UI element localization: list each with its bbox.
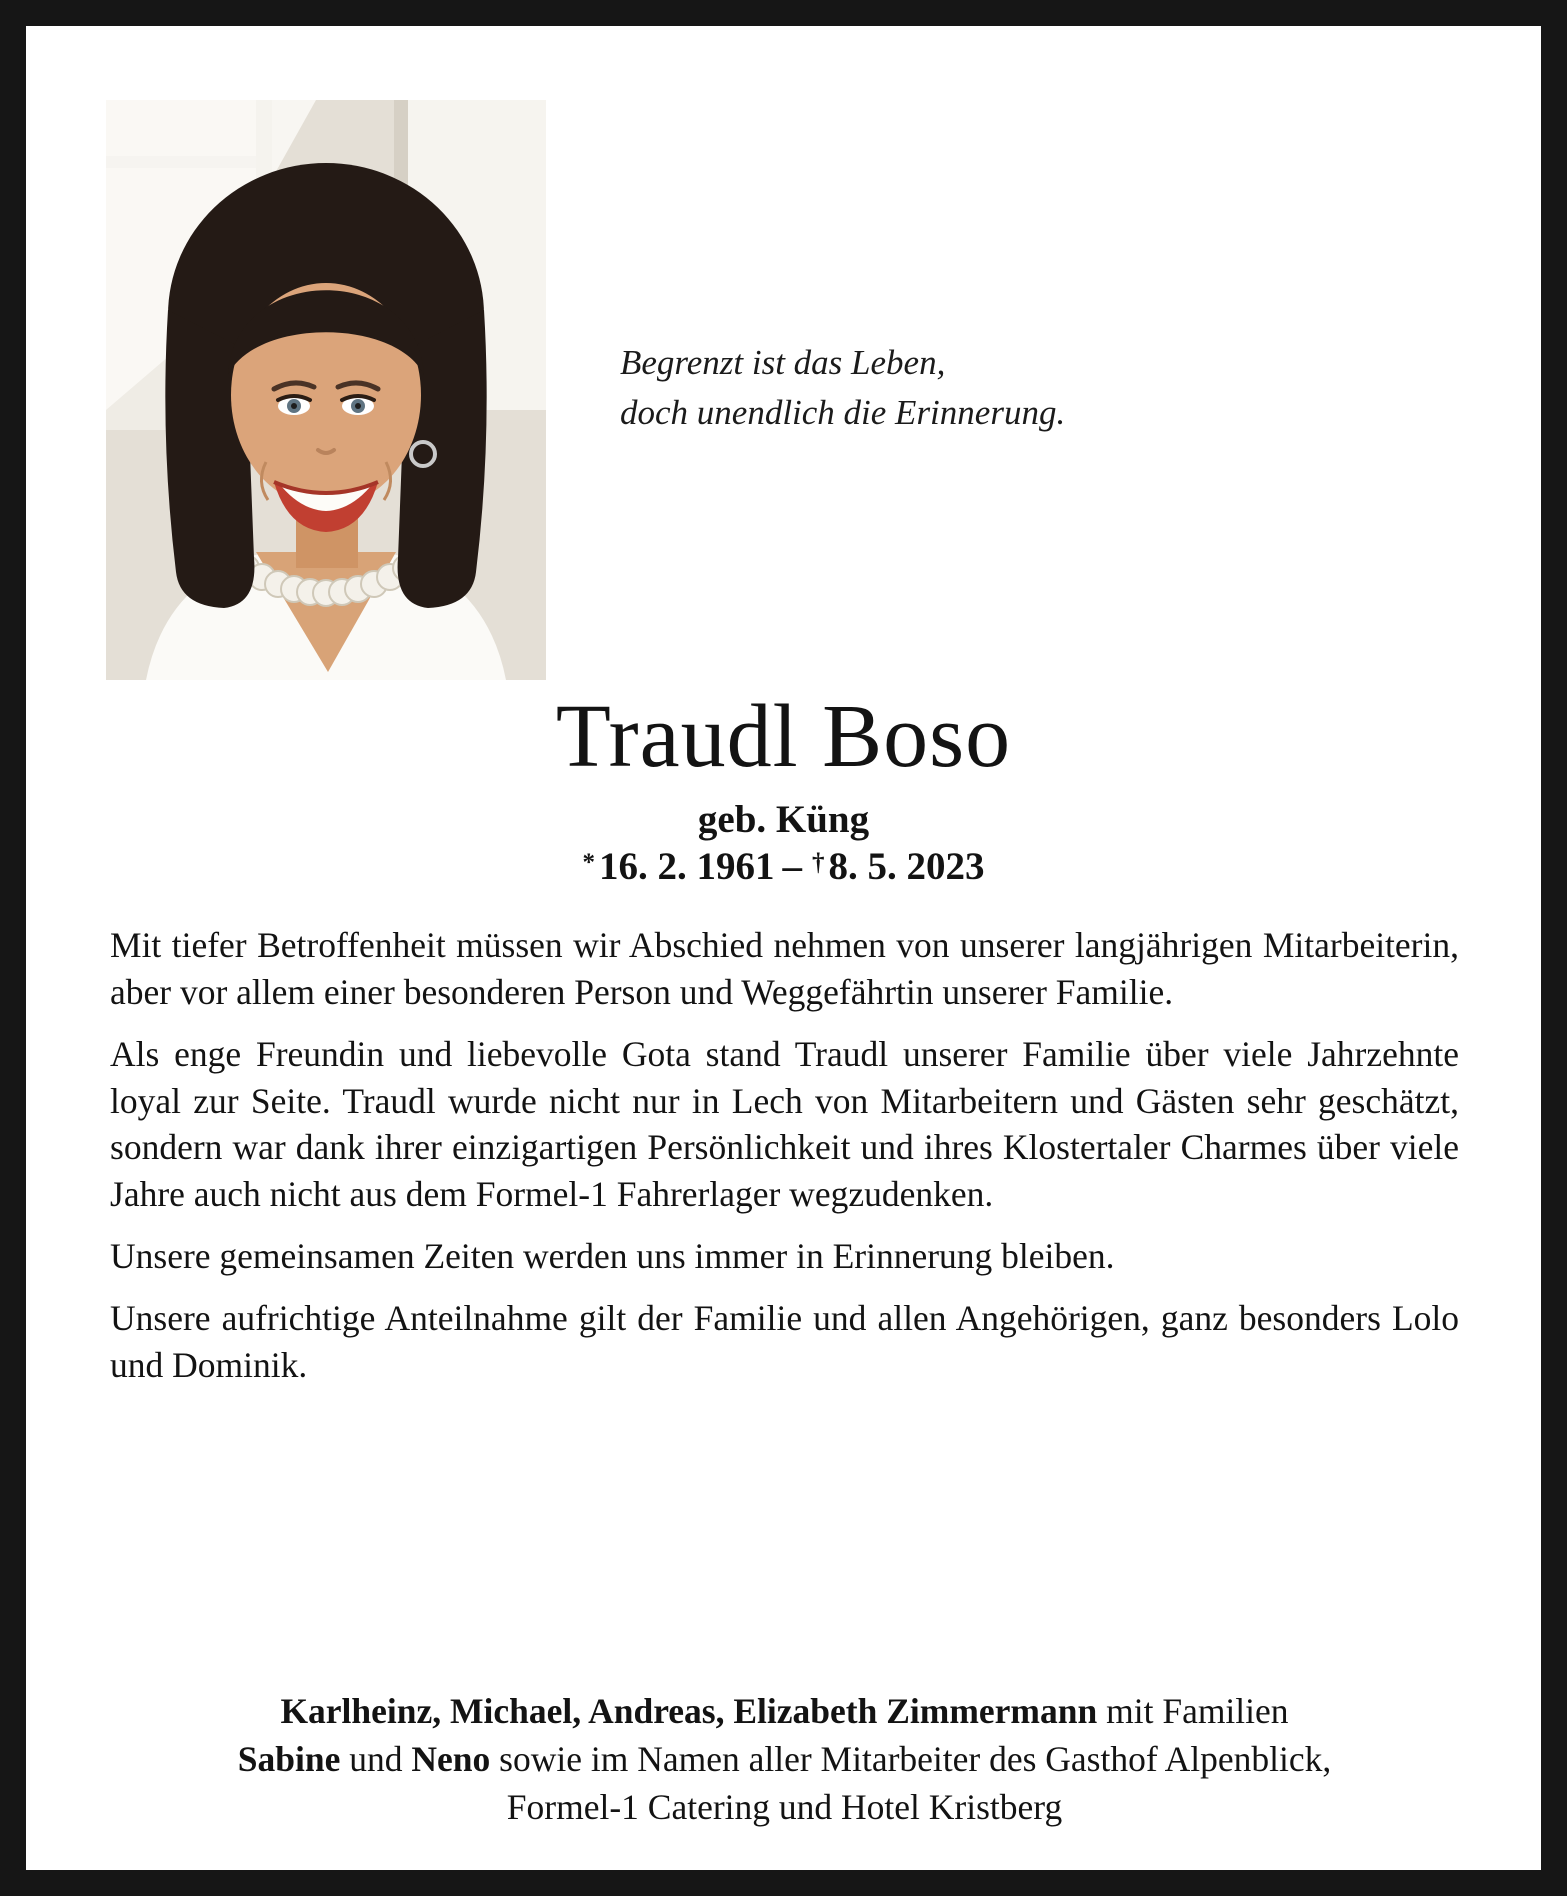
mourners-names: Sabine — [237, 1738, 341, 1779]
death-symbol: † — [812, 848, 825, 876]
obituary-paragraph: Mit tiefer Betroffenheit müssen wir Abschied nehmen von unserer langjährigen Mitarbeiterin, aber vor allem einer besonderen Person und Weggefährtin unserer Familie. — [110, 925, 1459, 1012]
memorial-quote-line: Begrenzt ist das Leben, — [620, 343, 946, 382]
mourners-line: Formel-1 Catering und Hotel Kristberg — [506, 1786, 1063, 1827]
portrait-photo — [106, 100, 546, 680]
obituary-paragraph: Als enge Freundin und liebevolle Gota stand Traudl unserer Familie über viele Jahrzehnte loyal zur Seite. Traudl wurde nicht nur in Lech von Mitarbeitern und Gästen sehr geschätzt, sondern war dank ihrer einzigartigen Persönlichkeit und ihres Klostertaler Charmes über viele Jahre auch nicht aus dem Formel-1 Fahrerlager wegzudenken. — [110, 1033, 1459, 1215]
deceased-header — [26, 687, 1541, 889]
date-separator: – — [782, 844, 802, 888]
mourners-text: und — [340, 1738, 412, 1779]
birth-symbol: * — [582, 848, 595, 876]
obituary-text — [110, 922, 1459, 1404]
mourners-block — [110, 1688, 1459, 1832]
mourners-names: Neno — [411, 1738, 491, 1779]
obituary-paragraph: Unsere aufrichtige Anteilnahme gilt der Familie und allen Angehörigen, ganz besonders Lolo und Dominik. — [110, 1298, 1459, 1385]
mourners-line — [110, 1688, 1459, 1736]
memorial-quote-line: doch unendlich die Erinnerung. — [620, 392, 1066, 432]
death-date: 8. 5. 2023 — [828, 844, 985, 888]
memorial-quote — [620, 338, 1065, 437]
mourners-text: mit Familien — [1097, 1691, 1289, 1731]
mourners-line — [110, 1736, 1459, 1784]
obituary-paragraph: Unsere gemeinsamen Zeiten werden uns immer in Erinnerung bleiben. — [110, 1236, 1115, 1277]
deceased-name: Traudl Boso — [555, 687, 1012, 786]
portrait-photo-svg — [106, 100, 546, 680]
mourners-names: Karlheinz, Michael, Andreas, Elizabeth Zimmermann — [280, 1691, 1098, 1731]
mourners-text: sowie im Namen aller Mitarbeiter des Gasthof Alpenblick, — [490, 1738, 1332, 1779]
life-dates — [26, 844, 1541, 889]
maiden-name: geb. Küng — [697, 797, 870, 841]
birth-date: 16. 2. 1961 — [599, 844, 775, 888]
